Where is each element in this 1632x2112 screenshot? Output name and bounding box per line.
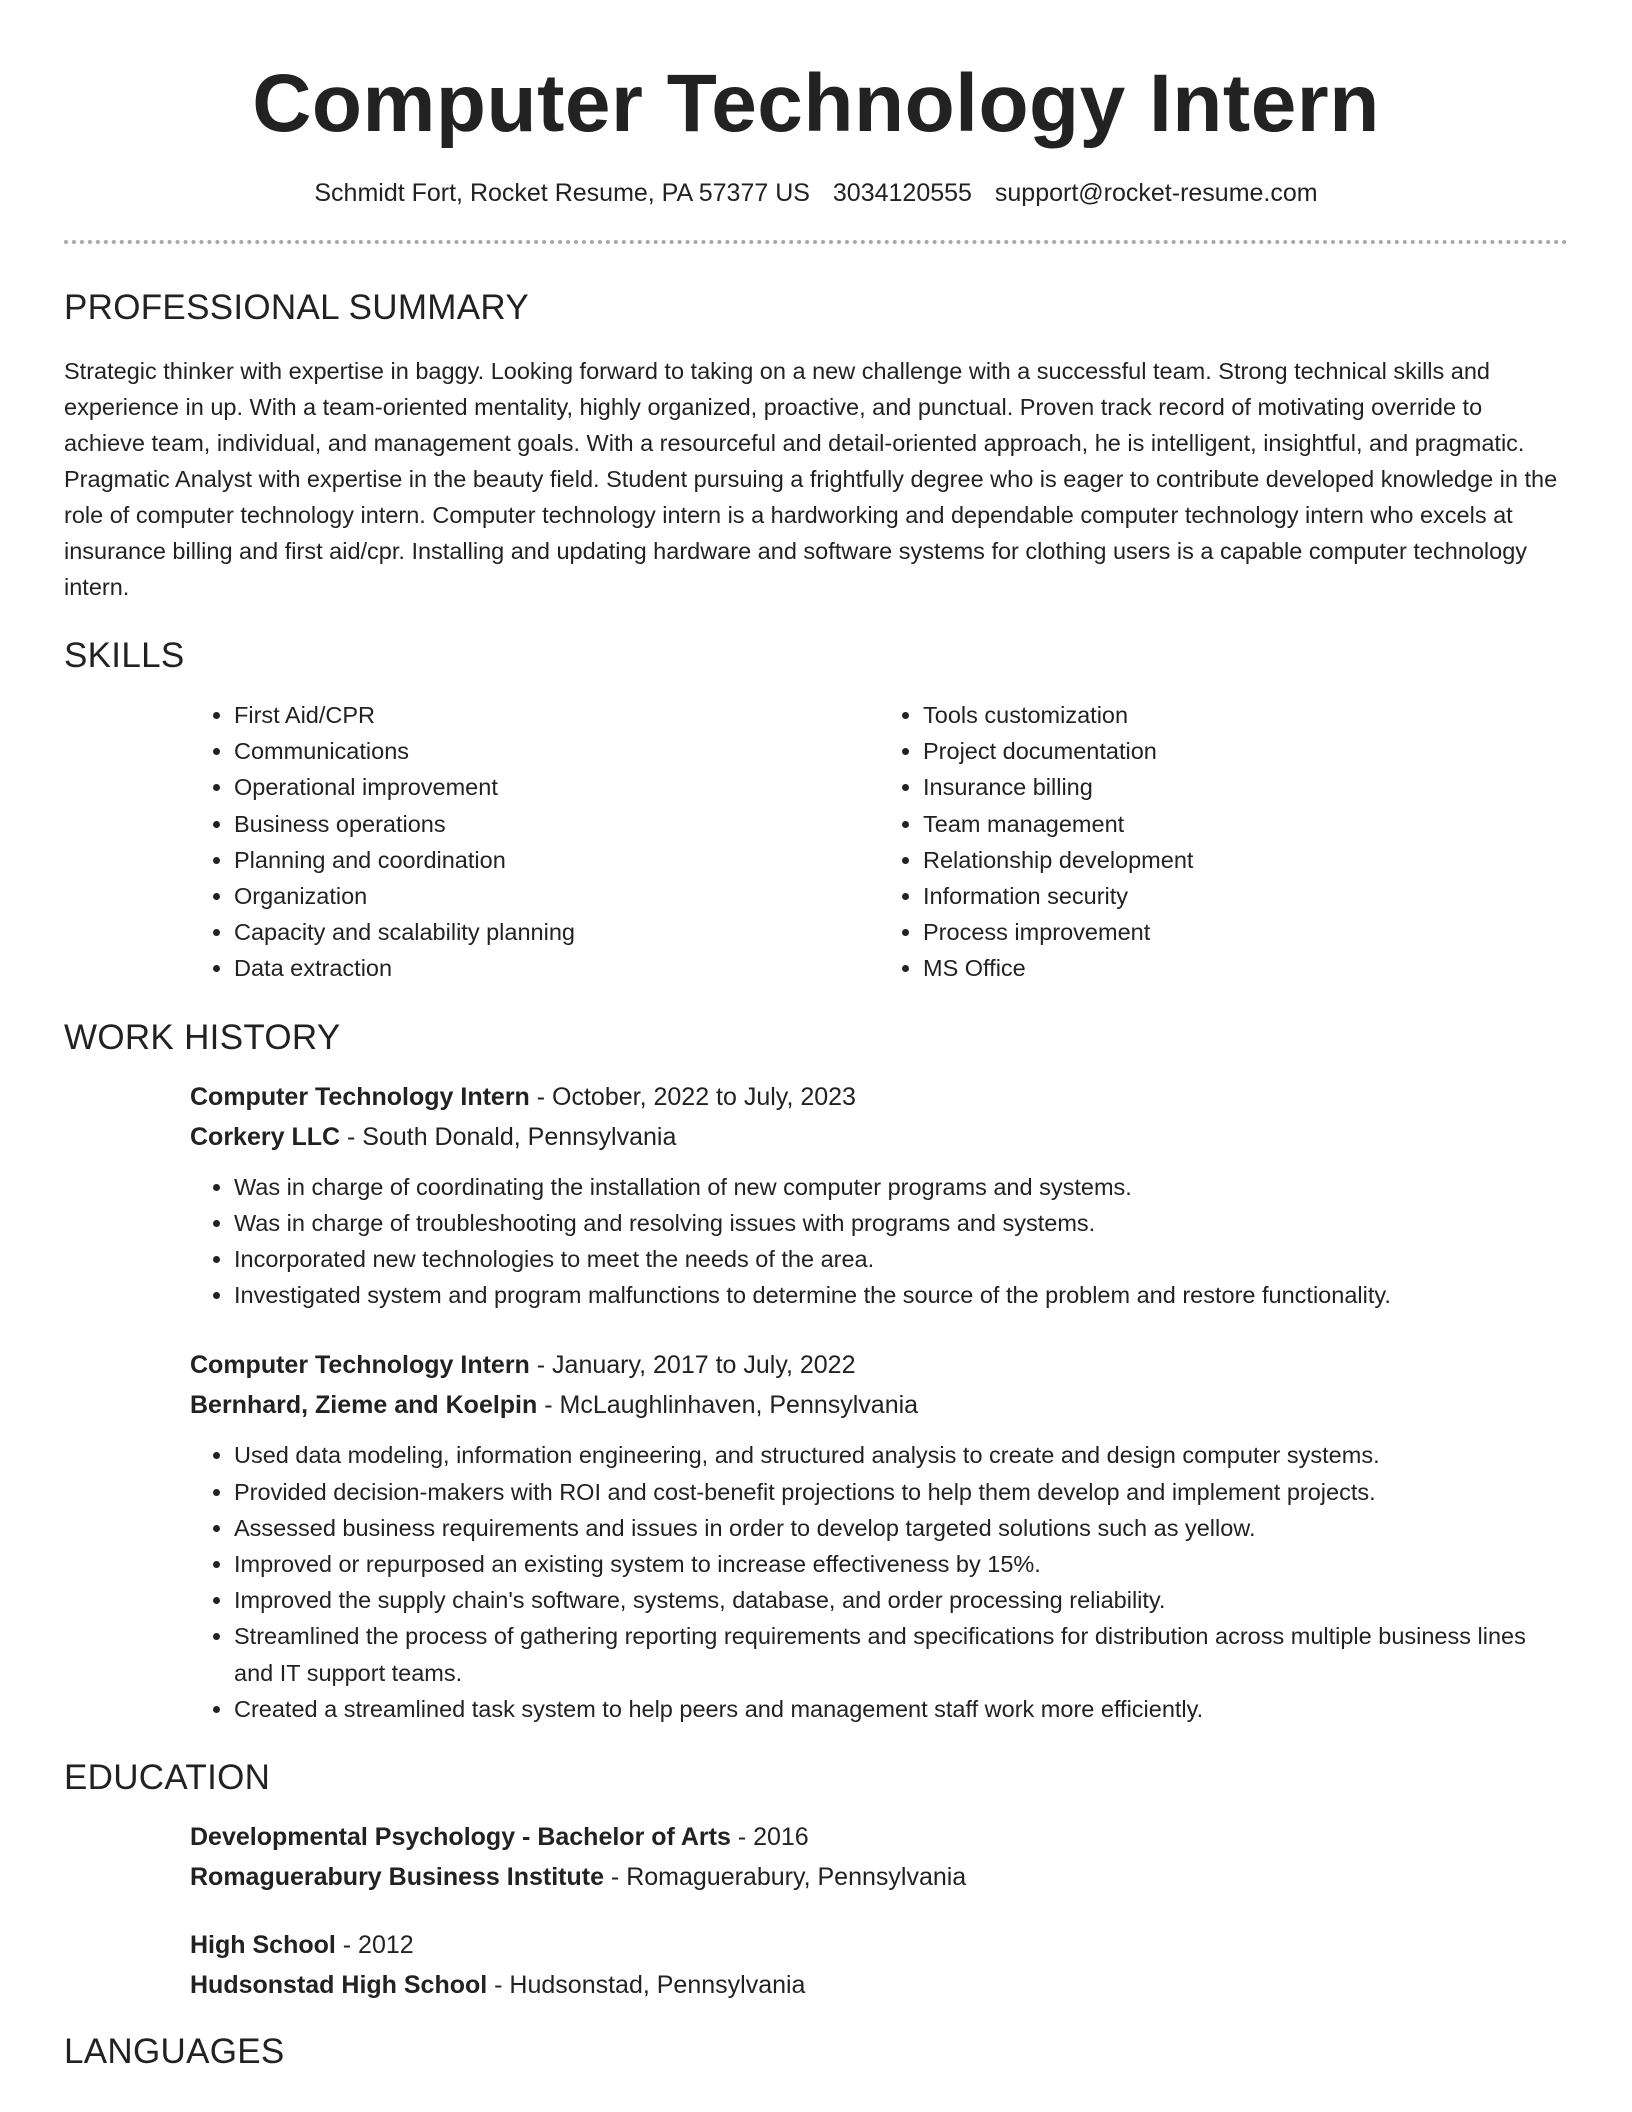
education-year: - 2016 xyxy=(730,1823,809,1852)
contact-address: Schmidt Fort, Rocket Resume, PA 57377 US xyxy=(314,179,810,207)
education-location: - Romaguerabury, Pennsylvania xyxy=(603,1863,967,1892)
summary-text: Strategic thinker with expertise in baggy. Looking forward to taking on a new challenge with a successful team. Strong technical skills and experience in up. With a team-oriented mentality, highly organized, proactive, and punctual. Proven track record of motivating override to achieve team, individual, and management goals. With a resourceful and detail-oriented approach, he is intelligent, insightful, and pragmatic. Pragmatic Analyst with expertise in the beauty field. Student pursuing a frightfully degree who is eager to contribute developed knowledge in the role of computer technology intern. Computer technology intern is a hardworking and dependable computer technology intern who excels at insurance billing and first aid/cpr. Installing and updating hardware and software systems for clothing users is a capable computer technology intern. xyxy=(64,358,1558,600)
skill-item: • Communications xyxy=(234,733,879,769)
skills-column-right xyxy=(879,697,1568,987)
skill-item: • Operational improvement xyxy=(234,769,879,805)
job-bullet: • Incorporated new technologies to meet the needs of the area. xyxy=(234,1241,1568,1277)
job-company: Bernhard, Zieme and Koelpin xyxy=(190,1391,538,1420)
job-title-line xyxy=(190,1077,1568,1117)
skills-list xyxy=(190,697,1568,987)
skill-item: • Data extraction xyxy=(234,950,879,986)
education-school: Romaguerabury Business Institute xyxy=(190,1863,604,1892)
skill-item: • Process improvement xyxy=(923,914,1568,950)
skill-item: • Organization xyxy=(234,878,879,914)
skills-heading: SKILLS xyxy=(64,636,185,675)
job-bullet: • Streamlined the process of gathering reporting requirements and specifications for distribution across multiple business lines and IT support teams. xyxy=(234,1618,1568,1690)
education-entry xyxy=(190,1925,1568,2005)
job-bullet: • Investigated system and program malfunctions to determine the source of the problem and restore functionality. xyxy=(234,1277,1568,1313)
education-degree: Developmental Psychology - Bachelor of Arts xyxy=(190,1823,731,1852)
skill-item: • First Aid/CPR xyxy=(234,697,879,733)
job-role: Computer Technology Intern xyxy=(190,1082,530,1111)
education-school-line xyxy=(190,1965,1568,2005)
education-degree-line xyxy=(190,1925,1568,1965)
education-heading: EDUCATION xyxy=(64,1758,271,1798)
job-title-line xyxy=(190,1345,1568,1385)
skill-item: • Capacity and scalability planning xyxy=(234,914,879,950)
education-school-line xyxy=(190,1857,1568,1897)
job-entry xyxy=(190,1345,1568,1727)
skills-column-left xyxy=(190,697,879,987)
education-school: Hudsonstad High School xyxy=(190,1971,488,2000)
job-bullet: • Provided decision-makers with ROI and cost-benefit projections to help them develop and implement projects. xyxy=(234,1474,1568,1510)
skill-item: • Business operations xyxy=(234,806,879,842)
job-location: - McLaughlinhaven, Pennsylvania xyxy=(537,1391,919,1420)
header-divider xyxy=(64,240,1568,244)
job-bullet: • Assessed business requirements and issues in order to develop targeted solutions such as yellow. xyxy=(234,1510,1568,1546)
job-bullets xyxy=(190,1169,1568,1314)
job-company-line xyxy=(190,1117,1568,1157)
languages-heading: LANGUAGES xyxy=(64,2032,285,2072)
job-location: - South Donald, Pennsylvania xyxy=(340,1122,677,1151)
job-company: Corkery LLC xyxy=(190,1122,341,1151)
skill-item: • Project documentation xyxy=(923,733,1568,769)
education-entry xyxy=(190,1817,1568,1897)
skill-item: • Planning and coordination xyxy=(234,842,879,878)
resume-name: Computer Technology Intern xyxy=(252,58,1380,149)
job-bullet: • Improved or repurposed an existing system to increase effectiveness by 15%. xyxy=(234,1546,1568,1582)
education-location: - Hudsonstad, Pennsylvania xyxy=(487,1971,806,2000)
job-bullets xyxy=(190,1437,1568,1727)
resume-page xyxy=(64,0,1568,2073)
job-company-line xyxy=(190,1385,1568,1425)
education-degree: High School xyxy=(190,1931,336,1960)
job-bullet: • Created a streamlined task system to help peers and management staff work more efficiently. xyxy=(234,1691,1568,1727)
job-entry xyxy=(190,1077,1568,1314)
job-role: Computer Technology Intern xyxy=(190,1351,530,1380)
job-dates: - October, 2022 to July, 2023 xyxy=(529,1082,856,1111)
work-heading: WORK HISTORY xyxy=(64,1017,341,1057)
education-year: - 2012 xyxy=(335,1931,414,1960)
skill-item: • Relationship development xyxy=(923,842,1568,878)
skill-item: • Tools customization xyxy=(923,697,1568,733)
skill-item: • Team management xyxy=(923,806,1568,842)
job-bullet: • Improved the supply chain's software, systems, database, and order processing reliability. xyxy=(234,1582,1568,1618)
contact-line xyxy=(64,178,1568,208)
job-dates: - January, 2017 to July, 2022 xyxy=(529,1351,856,1380)
skill-item: • Information security xyxy=(923,878,1568,914)
contact-email: support@rocket-resume.com xyxy=(994,179,1318,207)
skill-item: • MS Office xyxy=(923,950,1568,986)
job-bullet: • Was in charge of troubleshooting and resolving issues with programs and systems. xyxy=(234,1205,1568,1241)
job-bullet: • Was in charge of coordinating the installation of new computer programs and systems. xyxy=(234,1169,1568,1205)
job-bullet: • Used data modeling, information engineering, and structured analysis to create and design computer systems. xyxy=(234,1437,1568,1473)
skill-item: • Insurance billing xyxy=(923,769,1568,805)
summary-heading: PROFESSIONAL SUMMARY xyxy=(64,288,529,327)
education-degree-line xyxy=(190,1817,1568,1857)
contact-phone: 3034120555 xyxy=(832,179,972,207)
